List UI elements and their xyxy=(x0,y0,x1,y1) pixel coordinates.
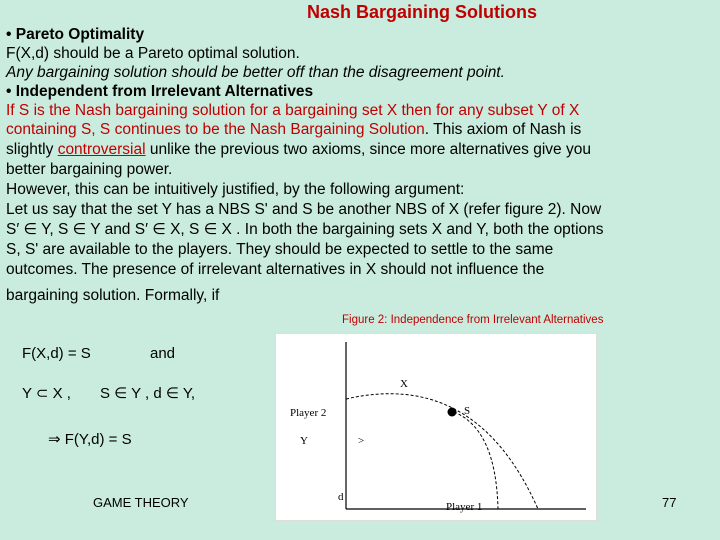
set-y-label: Y xyxy=(300,435,308,447)
text-line-10: Let us say that the set Y has a NBS S' and S be another NBS of X (refer figure 2). Now xyxy=(6,201,602,218)
origin-label: d xyxy=(338,491,344,503)
bullet-pareto: • Pareto Optimality xyxy=(6,26,145,43)
text-line-2: F(X,d) should be a Pareto optimal solution. xyxy=(6,45,300,62)
text-line-12: S, S' are available to the players. They should be expected to settle to the same xyxy=(6,241,554,258)
set-y-frontier xyxy=(454,412,498,509)
y-axis-label: Player 2 xyxy=(290,407,327,419)
point-s xyxy=(448,408,457,417)
x-axis-label: Player 1 xyxy=(446,501,483,513)
formula-subset: Y ⊂ X , xyxy=(22,385,71,402)
text-line-7-start: slightly xyxy=(6,141,58,158)
formula-implies: ⇒ F(Y,d) = S xyxy=(48,431,132,448)
text-line-6-red: containing S, S continues to be the Nash Bargaining Solution xyxy=(6,121,425,138)
text-line-14: bargaining solution. Formally, if xyxy=(6,287,220,304)
formula-membership: S ∈ Y , d ∈ Y, xyxy=(100,385,196,402)
page-number: 77 xyxy=(662,495,677,510)
text-line-9: However, this can be intuitively justified, by the following argument: xyxy=(6,181,465,198)
figure-caption: Figure 2: Independence from Irrelevant Alternatives xyxy=(342,314,604,326)
set-x-label: X xyxy=(400,378,408,390)
text-line-7 xyxy=(6,140,591,160)
formula-fxd: F(X,d) = S xyxy=(22,345,91,362)
arrow-mark: > xyxy=(358,435,365,447)
text-line-8: better bargaining power. xyxy=(6,161,173,178)
set-x-frontier xyxy=(346,394,538,509)
controversial-word: controversial xyxy=(57,141,146,158)
footer-course-title: GAME THEORY xyxy=(93,495,189,510)
text-line-3: Any bargaining solution should be better off than the disagreement point. xyxy=(6,64,505,81)
bullet-independence: • Independent from Irrelevant Alternatives xyxy=(6,83,314,100)
point-s-label: S xyxy=(464,405,471,417)
figure-svg xyxy=(276,334,596,520)
text-line-5: If S is the Nash bargaining solution for a bargaining set X then for any subset Y of X xyxy=(6,102,580,119)
figure-2-diagram xyxy=(275,333,597,521)
text-line-6 xyxy=(6,120,581,140)
text-line-13: outcomes. The presence of irrelevant alternatives in X should not influence the xyxy=(6,261,545,278)
text-line-11: S′ ∈ Y, S ∈ Y and S′ ∈ X, S ∈ X . In both the bargaining sets X and Y, both the options xyxy=(6,221,604,238)
slide-title: Nash Bargaining Solutions xyxy=(307,2,538,22)
text-line-6-rest: . This axiom of Nash is xyxy=(424,121,582,138)
text-line-7-rest: unlike the previous two axioms, since more alternatives give you xyxy=(145,141,591,158)
formula-and: and xyxy=(150,345,176,362)
